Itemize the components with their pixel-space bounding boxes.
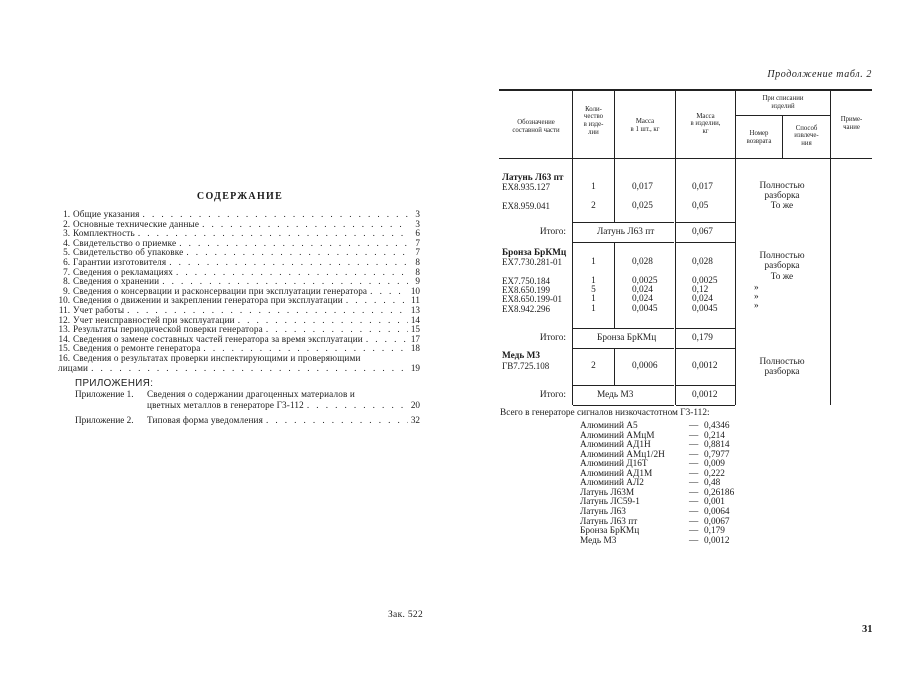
extraction-method: То же (770, 272, 794, 282)
toc-entry-page: 13 (410, 304, 420, 315)
header-line: Способ (795, 124, 818, 132)
toc-entry-text: Свидетельство об упаковке (73, 247, 184, 258)
header-line: лии (588, 128, 599, 136)
appendix-text-continued: цветных металлов в генераторе Г3-112 (147, 400, 304, 410)
material-group-title: Латунь Л63 пт (502, 173, 564, 183)
appendices-list (75, 378, 420, 426)
header-line: Номер (749, 130, 769, 138)
summary-title: Всего в генераторе сигналов низкочастотном Г3-112: (500, 408, 710, 418)
mass-in-product: 0,017 (692, 182, 713, 192)
toc-entry-number: 3. (63, 228, 70, 239)
quantity: 5 (591, 285, 596, 295)
summary-value: 0,4346 (704, 421, 730, 431)
header-line: ния (801, 139, 812, 147)
quantity: 1 (591, 276, 596, 286)
summary-dash: — (689, 440, 699, 451)
mass-in-product: 0,05 (692, 201, 709, 211)
total-material: Латунь Л63 пт (573, 222, 674, 243)
appendix-page: 32 (410, 415, 420, 425)
summary-material: Алюминий А5 (580, 421, 638, 431)
header-extraction-method (783, 116, 830, 156)
toc-entry-text: Сведения о рекламациях (73, 266, 173, 277)
toc-entry-text: Сведения о замене составных частей генератора за время эксплуатации (73, 333, 363, 344)
header-line: кг (702, 127, 709, 135)
mass-per-unit: 0,017 (632, 182, 653, 192)
summary-value: 0,009 (704, 459, 725, 470)
summary-dash: — (689, 516, 699, 527)
part-designation: EX8.935.127 (502, 182, 550, 192)
header-note (831, 92, 872, 156)
summary-value: 0,26186 (704, 487, 735, 498)
appendix-entry (75, 415, 420, 426)
mass-in-product: 0,024 (692, 294, 713, 304)
toc-entry-number: 8. (63, 276, 70, 287)
header-mass-total (676, 92, 735, 156)
appendix-entry-continuation (75, 400, 420, 411)
header-line: в 1 шт., кг (630, 126, 660, 133)
mass-per-unit: 0,024 (632, 294, 653, 304)
appendices-heading: ПРИЛОЖЕНИЯ: (75, 378, 154, 389)
summary-dash: — (689, 526, 699, 537)
toc-entry-text-continued: лицами (58, 362, 89, 373)
toc-entry-text: Учет неисправностей при эксплуатации (73, 314, 235, 325)
toc-entry-number: 2. (63, 218, 70, 229)
part-designation: EX8.650.199 (502, 285, 550, 295)
extraction-method: Полностью разборка (759, 251, 805, 271)
quantity: 1 (591, 304, 596, 314)
extraction-method: Полностью разборка (759, 181, 805, 201)
extraction-method: » (754, 292, 759, 302)
toc-entry-page: 9 (415, 276, 420, 287)
dot-leader (166, 258, 408, 268)
toc-entry-continuation (58, 364, 420, 374)
mass-per-unit: 0,0006 (632, 361, 658, 371)
summary-material: Алюминий АМцМ (580, 430, 655, 441)
summary-dash: — (689, 421, 699, 431)
mass-per-unit: 0,024 (632, 285, 653, 295)
toc-entry-page: 11 (411, 295, 420, 306)
quantity: 2 (591, 361, 596, 371)
total-label: Итого: (539, 227, 566, 237)
toc-entry-number: 14. (58, 333, 70, 344)
summary-dash: — (689, 468, 699, 479)
appendix-entry (75, 389, 420, 400)
part-designation: EX8.959.041 (502, 201, 550, 211)
summary-dash: — (689, 430, 699, 441)
mass-per-unit: 0,0025 (632, 276, 658, 286)
header-line: изделий (771, 103, 795, 110)
header-line: составной части (512, 127, 560, 134)
total-label: Итого: (539, 333, 566, 343)
header-line: извлече- (794, 132, 819, 140)
toc-entry-page: 18 (410, 343, 420, 354)
summary-dash: — (689, 459, 699, 470)
appendix-label: Приложение 2. (75, 415, 134, 425)
toc-entry-text: Гарантии изготовителя (73, 256, 167, 267)
toc-entry-number: 1. (63, 209, 70, 219)
mass-per-unit: 0,025 (632, 201, 653, 211)
header-line: Приме- (840, 116, 863, 124)
summary-dash: — (689, 535, 699, 546)
toc-entry-page: 7 (415, 247, 420, 258)
toc-entry-text: Сведения о ремонте генератора (73, 343, 201, 354)
contents-title: СОДЕРЖАНИЕ (196, 191, 284, 202)
summary-value: 0,0012 (704, 535, 730, 546)
extraction-method: » (754, 301, 759, 311)
header-line: Масса (635, 118, 655, 126)
summary-value: 0,214 (704, 430, 725, 441)
quantity: 1 (591, 257, 596, 267)
toc-entry-text: Результаты периодической поверки генератора (73, 324, 263, 335)
header-return-number (736, 118, 782, 158)
total-label: Итого: (539, 390, 566, 400)
toc-entry-page: 10 (410, 285, 420, 296)
summary-value: 0,8814 (704, 440, 730, 451)
dot-leader (88, 364, 408, 374)
summary-material: Алюминий АЛ2 (580, 478, 644, 489)
summary-material: Латунь Л63 пт (580, 516, 638, 527)
dot-leader (173, 268, 408, 278)
toc-entry-number: 15. (58, 343, 70, 354)
dot-leader (304, 400, 408, 411)
mass-in-product: 0,0012 (692, 361, 718, 371)
appendix-page: 20 (410, 400, 420, 410)
summary-material: Алюминий Д16Т (580, 459, 648, 470)
summary-dash: — (689, 449, 699, 460)
page-number: 31 (862, 624, 873, 635)
summary-value: 0,0067 (704, 516, 730, 527)
toc-entry-number: 16. (58, 352, 70, 363)
summary-material: Алюминий АД1М (580, 468, 653, 479)
summary-value: 0,7977 (704, 449, 730, 460)
header-designation (500, 96, 572, 158)
mass-in-product: 0,028 (692, 257, 713, 267)
toc-entry-text: Свидетельство о приемке (73, 237, 177, 248)
summary-dash: — (689, 487, 699, 498)
toc-entry-number: 5. (63, 247, 70, 258)
quantity: 1 (591, 294, 596, 304)
total-material: Бронза БрКМц (573, 328, 674, 349)
extraction-method: Полностью разборка (759, 357, 805, 377)
header-line: Обозначение (517, 119, 555, 127)
header-line: Коли- (585, 105, 602, 113)
header-line: возврата (746, 138, 772, 145)
toc-entry-page: 15 (410, 324, 420, 335)
toc-entry-page: 3 (415, 218, 420, 229)
appendix-label: Приложение 1. (75, 389, 134, 399)
toc-entry-page: 6 (415, 228, 420, 239)
table-continuation-caption: Продолжение табл. 2 (767, 69, 872, 80)
part-designation: EX7.730.281-01 (502, 257, 562, 267)
header-line: в изделии, (690, 120, 721, 128)
summary-dash: — (689, 506, 699, 517)
toc-entry-page: 19 (410, 362, 420, 373)
table-rule-header-bottom (499, 158, 872, 159)
summary-material: Бронза БрКМц (580, 526, 640, 537)
mass-in-product: 0,0045 (692, 304, 718, 314)
summary-dash: — (689, 497, 699, 508)
toc-entry-text: Учет работы (73, 304, 125, 315)
toc-entry-page: 8 (415, 256, 420, 267)
toc-entry-text: Сведения о результатах проверки инспектирующими и проверяющими (73, 352, 361, 363)
summary-value: 0,179 (704, 526, 725, 537)
total-value: 0,179 (676, 328, 735, 349)
quantity: 2 (591, 201, 596, 211)
toc-entry-number: 9. (63, 285, 70, 296)
dot-leader (199, 220, 408, 230)
toc-entry-text: Сведения о хранении (73, 276, 160, 287)
toc-entry-text: Сведения о консервации и расконсервации при эксплуатации генератора (73, 285, 368, 296)
toc-entry-number: 4. (63, 237, 70, 248)
toc-entry-text: Основные технические данные (73, 218, 200, 229)
summary-material: Латунь Л63М (580, 487, 635, 498)
header-line: чание (843, 124, 860, 131)
summary-value: 0,001 (704, 497, 725, 508)
dot-leader (343, 296, 408, 306)
toc-entry-number: 6. (63, 256, 70, 267)
mass-per-unit: 0,028 (632, 257, 653, 267)
toc-entry-text: Комплектность (73, 228, 135, 239)
toc-entry-page: 14 (410, 314, 420, 325)
toc-entry-number: 12. (58, 314, 70, 325)
header-write-off (736, 91, 830, 115)
header-line: При списании (762, 95, 804, 103)
toc-entry-number: 11. (58, 304, 70, 315)
total-value: 0,0012 (676, 385, 735, 406)
summary-material: Латунь Л63 (580, 506, 626, 517)
extraction-method: То же (770, 201, 794, 211)
table-of-contents (58, 210, 420, 373)
dot-leader (176, 239, 408, 249)
toc-entry-text: Сведения о движении и закреплении генератора при эксплуатации (73, 295, 343, 306)
summary-material: Алюминий АМц1/2Н (580, 449, 665, 460)
dot-leader (363, 335, 408, 345)
appendix-text: Типовая форма уведомления (147, 415, 263, 425)
part-designation: ГВ7.725.108 (502, 361, 550, 371)
extraction-method: » (754, 283, 759, 293)
part-designation: EX8.942.296 (502, 304, 550, 314)
total-material: Медь М3 (573, 385, 674, 406)
summary-material: Латунь ЛС59-1 (580, 497, 640, 508)
toc-entry-text: Общие указания (73, 209, 140, 219)
header-line: чество (583, 113, 604, 121)
quantity: 1 (591, 182, 596, 192)
summary-material: Медь М3 (580, 535, 617, 546)
total-value: 0,067 (676, 222, 735, 243)
part-designation: EX8.650.199-01 (502, 294, 562, 304)
toc-entry-page: 3 (415, 209, 420, 219)
toc-entry-number: 10. (58, 295, 70, 306)
dot-leader (183, 248, 408, 258)
material-group-title: Бронза БрКМц (502, 248, 567, 258)
header-quantity (573, 91, 614, 151)
header-line: в изде- (583, 121, 604, 128)
dot-leader (367, 287, 408, 297)
header-mass-unit (615, 94, 675, 158)
mass-in-product: 0,0025 (692, 276, 718, 286)
header-line: Масса (696, 112, 715, 120)
toc-entry-number: 7. (63, 266, 70, 277)
summary-value: 0,48 (704, 478, 721, 489)
summary-value: 0,222 (704, 468, 725, 479)
part-designation: EX7.750.184 (502, 276, 550, 286)
material-group-title: Медь М3 (502, 351, 541, 361)
summary-dash: — (689, 478, 699, 489)
summary-value: 0,0064 (704, 506, 730, 517)
dot-leader (263, 415, 408, 426)
toc-entry-page: 17 (410, 333, 420, 344)
mass-per-unit: 0,0045 (632, 304, 658, 314)
toc-entry (58, 354, 420, 364)
appendix-text: Сведения о содержании драгоценных материалов и (147, 389, 355, 399)
order-number: Зак. 522 (388, 610, 423, 620)
summary-material: Алюминий АД1Н (580, 440, 651, 451)
toc-entry-number: 13. (58, 324, 70, 335)
toc-entry-page: 8 (415, 266, 420, 277)
toc-entry-page: 7 (415, 237, 420, 248)
mass-in-product: 0,12 (692, 285, 709, 295)
